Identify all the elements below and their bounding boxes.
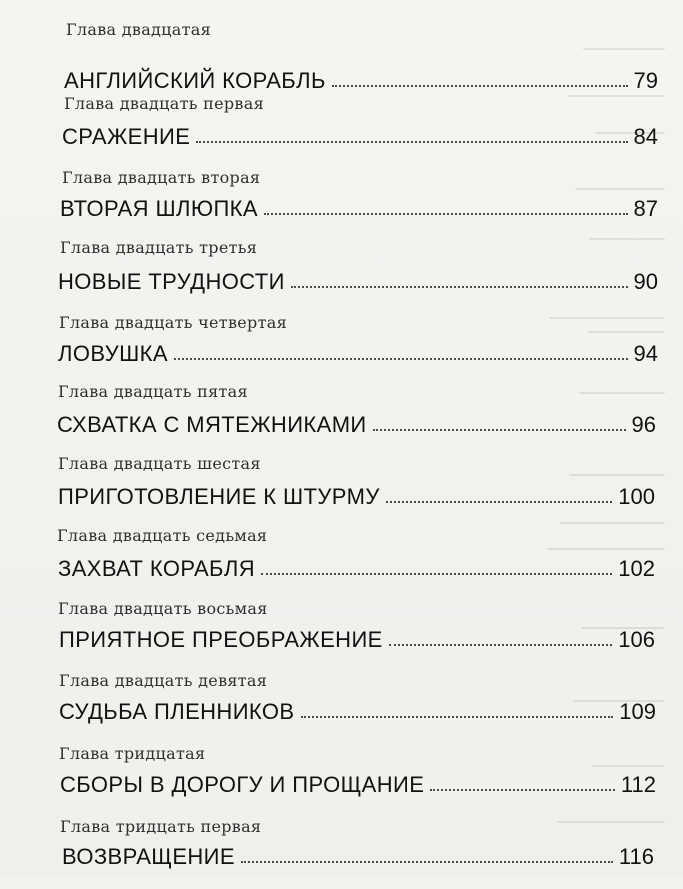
page-number: 94 <box>633 341 658 366</box>
chapter-title: ПРИГОТОВЛЕНИЕ К ШТУРМУ <box>58 484 380 509</box>
chapter-label: Глава двадцать четвертая <box>59 313 287 332</box>
toc-entry <box>0 238 683 310</box>
page-number: 84 <box>633 124 658 149</box>
toc-entry <box>0 382 683 454</box>
chapter-label: Глава тридцатая <box>59 744 206 763</box>
chapter-label: Глава двадцатая <box>66 20 211 39</box>
title-line <box>62 118 658 148</box>
page-number: 116 <box>618 844 654 869</box>
dot-leader <box>264 213 628 215</box>
toc-entry <box>0 599 683 671</box>
page-number: 109 <box>619 699 656 724</box>
title-line <box>64 62 658 92</box>
chapter-title: АНГЛИЙСКИЙ КОРАБЛЬ <box>64 68 326 93</box>
toc-entry <box>0 671 683 743</box>
dot-leader <box>174 358 628 360</box>
chapter-label: Глава двадцать вторая <box>62 168 261 187</box>
toc-entry <box>0 454 683 526</box>
toc-entry <box>0 744 683 816</box>
page-number: 112 <box>620 772 656 797</box>
dot-leader <box>301 716 614 718</box>
chapter-title: СУДЬБА ПЛЕННИКОВ <box>59 699 295 724</box>
title-line <box>58 263 658 293</box>
chapter-title: СХВАТКА С МЯТЕЖНИКАМИ <box>57 412 367 437</box>
chapter-title: СРАЖЕНИЕ <box>62 124 191 149</box>
title-line <box>57 406 656 436</box>
title-line <box>60 766 656 796</box>
chapter-title: ЛОВУШКА <box>58 341 168 366</box>
dot-leader <box>261 573 612 575</box>
dot-leader <box>386 501 613 503</box>
dot-leader <box>389 644 613 646</box>
dot-leader <box>430 789 615 791</box>
chapter-title: ПРИЯТНОЕ ПРЕОБРАЖЕНИЕ <box>59 627 383 652</box>
chapter-label: Глава двадцать девятая <box>59 671 268 690</box>
title-line <box>59 693 656 723</box>
toc-entry <box>0 817 683 889</box>
dot-leader <box>332 85 628 87</box>
chapter-label: Глава тридцать первая <box>60 817 262 836</box>
dot-leader <box>373 429 626 431</box>
chapter-title: НОВЫЕ ТРУДНОСТИ <box>58 269 285 294</box>
title-line <box>59 621 655 651</box>
chapter-label: Глава двадцать пятая <box>58 382 248 401</box>
chapter-label: Глава двадцать восьмая <box>58 599 268 618</box>
dot-leader <box>241 861 613 863</box>
title-line <box>58 550 655 580</box>
chapter-title: СБОРЫ В ДОРОГУ И ПРОЩАНИЕ <box>60 772 425 797</box>
page-number: 90 <box>633 269 658 294</box>
title-line <box>60 190 658 220</box>
page-number: 79 <box>633 68 658 93</box>
page-number: 106 <box>618 627 655 652</box>
toc-entry <box>0 20 683 92</box>
page-number: 87 <box>633 196 658 221</box>
dot-leader <box>196 141 627 143</box>
title-line <box>62 838 654 868</box>
chapter-title: ЗАХВАТ КОРАБЛЯ <box>58 556 256 581</box>
chapter-label: Глава двадцать первая <box>64 94 264 113</box>
toc-entry <box>0 313 683 385</box>
chapter-label: Глава двадцать шестая <box>58 454 261 473</box>
page-number: 96 <box>631 412 656 437</box>
title-line <box>58 335 658 365</box>
title-line <box>58 478 655 508</box>
chapter-label: Глава двадцать седьмая <box>57 526 268 545</box>
page-number: 100 <box>618 484 655 509</box>
chapter-title: ВОЗВРАЩЕНИЕ <box>62 844 235 869</box>
toc-entry <box>0 168 683 240</box>
chapter-title: ВТОРАЯ ШЛЮПКА <box>60 196 258 221</box>
toc-entry <box>0 94 683 166</box>
toc-entry <box>0 526 683 598</box>
dot-leader <box>291 286 628 288</box>
page-number: 102 <box>618 556 655 581</box>
chapter-label: Глава двадцать третья <box>60 238 258 257</box>
